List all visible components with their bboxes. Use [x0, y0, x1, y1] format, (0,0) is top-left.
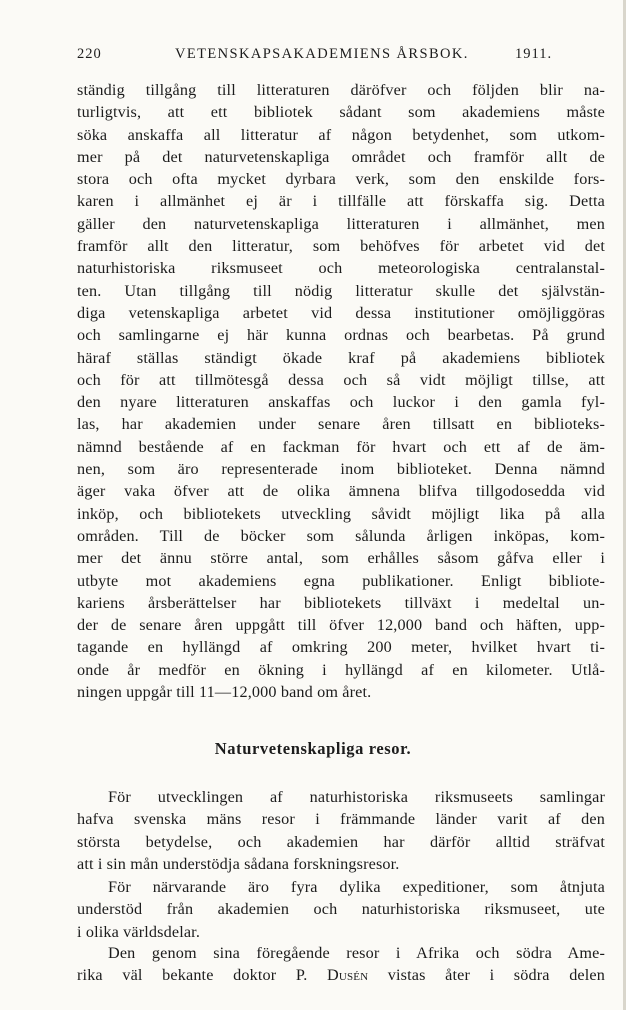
text-line: tagande en hyllängd af omkring 200 meter, hvilket hvart ti-	[77, 638, 605, 657]
text-fragment: rika väl bekante doktor P.	[77, 966, 328, 985]
text-line: största betydelse, och akademien har därför alltid sträfvat	[77, 832, 605, 851]
text-line: nen, som äro representerade inom biblioteket. Denna nämnd	[77, 460, 605, 479]
paragraph-expeditions-intro	[77, 786, 605, 875]
page-number: 220	[77, 46, 102, 62]
text-line: häraf ställas ständigt ökade kraf på akademiens bibliotek	[77, 348, 605, 367]
paragraph-dusen	[77, 942, 605, 987]
text-line: ständig tillgång till litteraturen däröfver och följden blir na-	[77, 81, 605, 99]
text-line: karen i allmänhet ej är i tillfälle att förskaffa sig. Detta	[77, 192, 605, 211]
header-year: 1911.	[515, 46, 553, 62]
text-line: turligtvis, att ett bibliotek sådant som akademiens måste	[77, 103, 605, 122]
text-line: Den genom sina föregående resor i Afrika och södra Ame-	[108, 944, 605, 962]
text-line: mer det ännu större antal, som erhålles såsom gåfva eller i	[77, 549, 605, 568]
paragraph-current-expeditions	[77, 876, 605, 943]
text-line: gäller den naturvetenskapliga litteraturen i allmänhet, men	[77, 214, 605, 233]
text-line: områden. Till de böcker som sålunda årligen inköpas, kom-	[77, 526, 605, 545]
person-name: Dusén	[327, 966, 369, 985]
text-line: framför allt den litteratur, som behöfves för arbetet vid det	[77, 237, 605, 256]
text-line: naturhistoriska riksmuseet och meteorologiska centralanstal-	[77, 259, 605, 278]
text-line: kariens årsberättelser har bibliotekets tillväxt i medeltal un-	[77, 593, 605, 612]
text-line: söka anskaffa all litteratur af någon betydenhet, som utkom-	[77, 125, 605, 144]
text-line: och samlingarne ej här kunna ordnas och bearbetas. På grund	[77, 326, 605, 345]
text-line: ningen uppgår till 11—12,000 band om året.	[77, 683, 372, 702]
text-line: diga vetenskapliga arbetet vid dessa institutioner omöjliggöras	[77, 303, 605, 322]
text-line: För utvecklingen af naturhistoriska riksmuseets samlingar	[108, 788, 605, 806]
text-line: las, har akademien under senare åren tillsatt en biblioteks-	[77, 415, 605, 434]
text-line: stora och ofta mycket dyrbara verk, som den enskilde fors-	[77, 170, 605, 189]
text-line: utbyte mot akademiens egna publikationer. Enligt bibliote-	[77, 571, 605, 590]
text-line: ten. Utan tillgång till nödig litteratur skulle det självstän-	[77, 281, 605, 300]
text-line: äger vaka öfver att de olika ämnena blifva tillgodosedda vid	[77, 482, 605, 501]
text-line: att i sin mån understödja sådana forskningsresor.	[77, 854, 400, 873]
text-line: inköp, och bibliotekets utveckling såvidt möjligt lika på alla	[77, 504, 605, 523]
text-fragment: vistas åter i södra delen	[368, 966, 605, 985]
running-header	[77, 46, 605, 68]
text-line	[77, 964, 605, 986]
running-title: VETENSKAPSAKADEMIENS ÅRSBOK.	[175, 46, 469, 62]
text-line: hafva svenska mäns resor i främmande länder varit af den	[77, 810, 605, 829]
text-line: i olika världsdelar.	[77, 922, 201, 941]
text-line: den nyare litteraturen anskaffas och luckor i den gamla fyl-	[77, 393, 605, 412]
section-heading: Naturvetenskapliga resor.	[214, 739, 412, 758]
text-line: För närvarande äro fyra dylika expeditioner, som åtnjuta	[108, 878, 605, 896]
text-line: mer på det naturvetenskapliga området och framför allt de	[77, 147, 605, 166]
text-line: understöd från akademien och naturhistoriska riksmuseet, ute	[77, 900, 605, 919]
text-line: der de senare åren uppgått till öfver 12,000 band och häften, upp-	[77, 616, 605, 635]
text-line: nämnd bestående af en fackman för hvart och ett af de äm-	[77, 437, 605, 456]
text-line: onde år medför en ökning i hyllängd af en kilometer. Utlå-	[77, 660, 605, 679]
text-line: och för att tillmötesgå dessa och så vidt möjligt tillse, att	[77, 370, 605, 389]
paragraph-library	[77, 79, 605, 703]
